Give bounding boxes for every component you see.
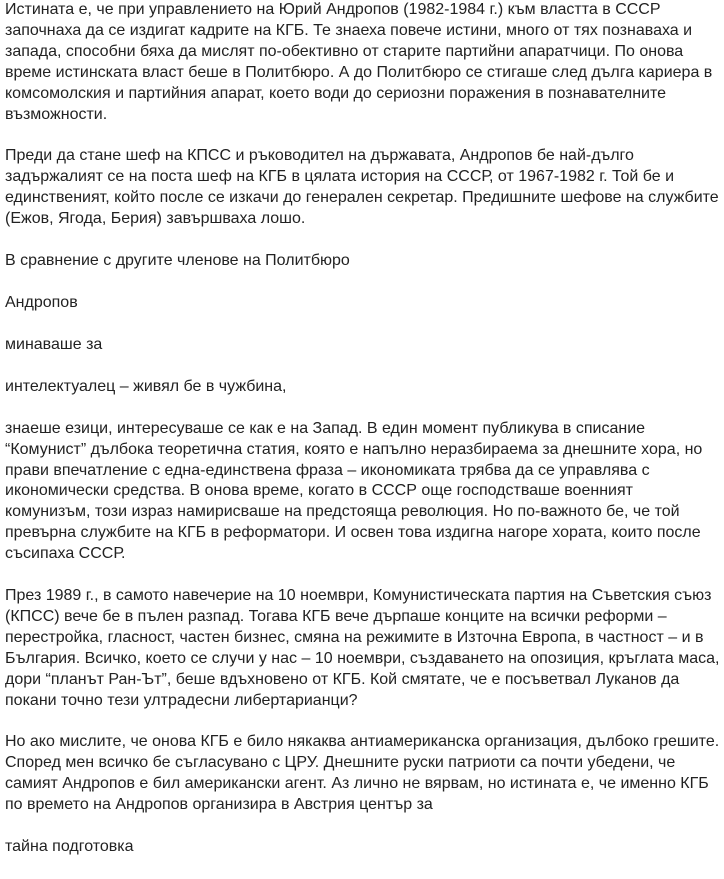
paragraph-3: В сравнение с другите членове на Политбюро [5, 252, 350, 270]
paragraph-10: тайна подготовка [5, 838, 134, 856]
paragraph-2: Преди да стане шеф на КПСС и ръководител на държавата, Андропов бе най-дълго задържалият се на поста шеф на КГБ в цялата история на СССР, от 1967-1982 г. Той бе и единственият, който после се изкачи до генерален секретар. Предишните шефове на службите (Ежов, Ягода, Берия) завършваха лошо. [5, 147, 719, 228]
article-body [5, 0, 721, 879]
paragraph-5: минаваше за [5, 335, 103, 353]
paragraph-9: Но ако мислите, че онова КГБ е било някаква антиамериканска организация, дълбоко грешите. Според мен всичко бе съгласувано с ЦРУ. Днешните руски патриоти са почти убедени, че самият Андропов е бил американски агент. Аз лично не вярвам, но истината е, че именно КГБ по времето на Андропов организира в Австрия център за [5, 733, 720, 814]
paragraph-6: интелектуалец – живял бе в чужбина, [5, 377, 287, 395]
paragraph-1: Истината е, че при управлението на Юрий Андропов (1982-1984 г.) към властта в СССР започнаха да се издигат кадрите на КГБ. Те знаеха повече истини, много от тях познаваха и запада, способни бяха да мислят по-обективно от старите партийни апаратчици. По онова време истинската власт беше в Политбюро. А до Политбюро се стигаше след дълга кариера в комсомолския и партийния апарат, което води до сериозни поражения в познавателните възможности. [5, 1, 713, 123]
paragraph-4: Андропов [5, 293, 78, 311]
paragraph-7: знаеше езици, интересуваше се как е на Запад. В един момент публикува в списание “Комунист” дълбока теоретична статия, която е напълно неразбираема за днешните хора, но прави впечатление с една-единствена фраза – икономиката трябва да се управлява с икономически средства. В онова време, когато в СССР още господстваше военният комунизъм, този израз намирисваше на предстояща революция. Но по-важното бе, че той превърна службите на КГБ в реформатори. И освен това издигна нагоре хората, които после съсипаха СССР. [5, 419, 703, 563]
paragraph-8: През 1989 г., в самото навечерие на 10 ноември, Комунистическата партия на Съветския съюз (КПСС) вече бе в пълен разпад. Тогава КГБ вече дърпаше конците на всички реформи – перестройка, гласност, частен бизнес, смяна на режимите в Източна Европа, в частност – и в България. Всичко, което се случи у нас – 10 ноември, създаването на опозиция, кръглата маса, дори “планът Ран-Ът”, беше вдъхновено от КГБ. Кой смятате, че е посъветвал Луканов да покани точно тези ултрадесни либертарианци? [5, 587, 720, 709]
